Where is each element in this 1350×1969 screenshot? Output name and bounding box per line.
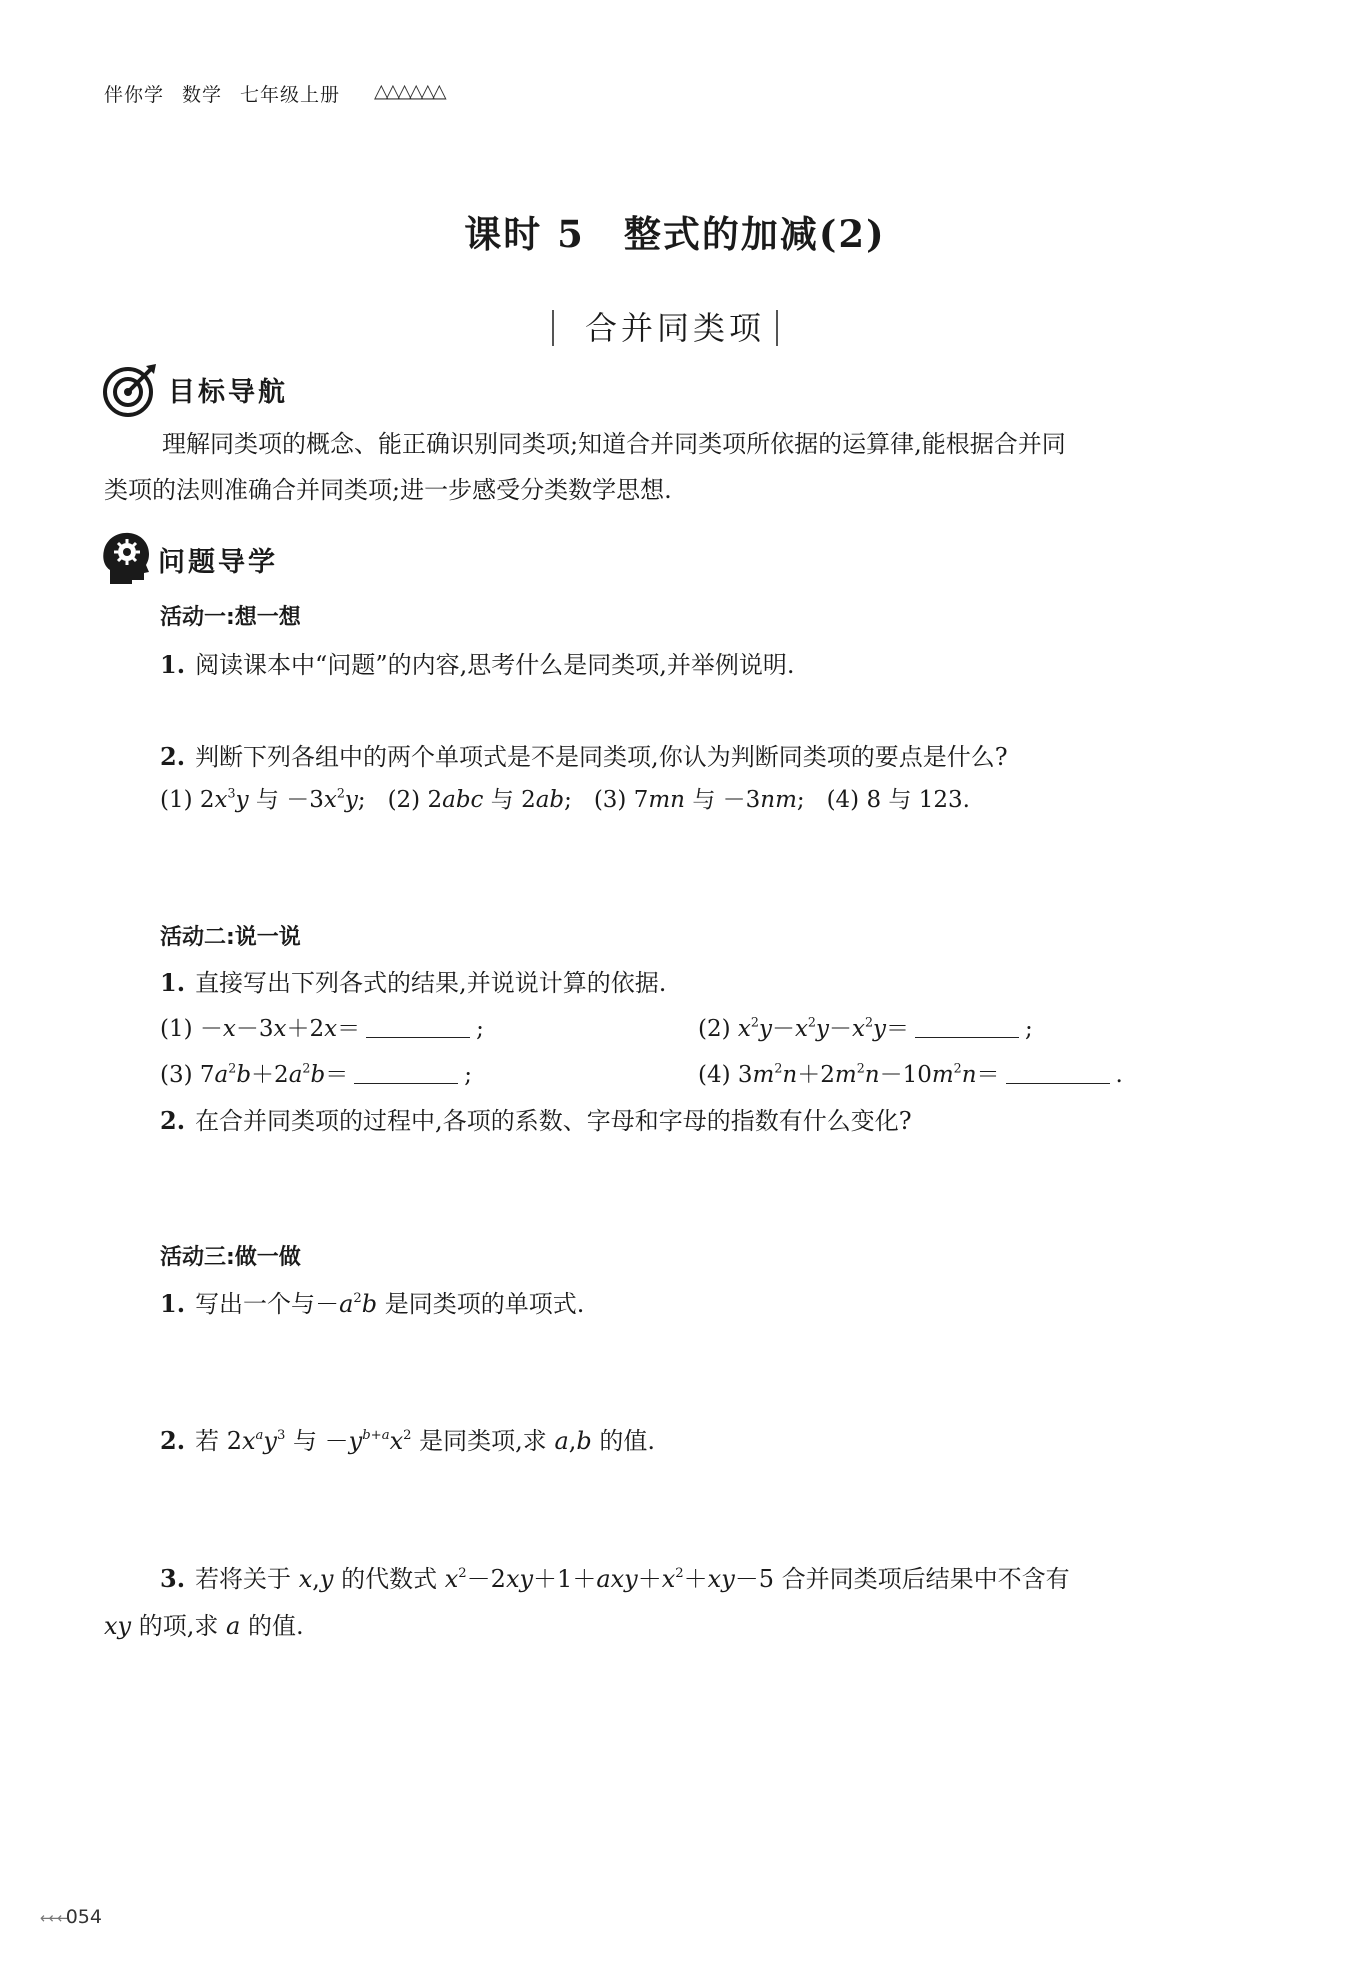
math-expression: $-3x^2y$; [286,785,366,813]
answer-blank[interactable] [366,1015,470,1038]
item-label: (3) [593,787,627,813]
question-number: 2. [160,1106,186,1135]
question-text: 是同类项,求 [419,1427,547,1455]
question-text: 的值. [247,1612,304,1640]
head-gear-icon [102,530,152,586]
activity2-question1 [160,963,666,998]
question-number: 1. [160,1289,186,1318]
calc-item-3: (3) $7a^2b+2a^2b=$ ; [160,1060,472,1088]
subtitle-right-bar [776,310,778,346]
activity3-question2: 2. 若 $2x^ay^3$ 与 $-y^{b+a}x^2$ 是同类项,求 a,b 的值. [160,1426,656,1455]
goal-text-line2: 类项的法则准确合并同类项;进一步感受分类数学思想. [104,476,672,504]
answer-blank[interactable] [1006,1061,1110,1084]
goal-heading: 目标导航 [168,377,288,408]
question-text: 的代数式 [341,1565,438,1593]
question-text: 的项,求 [138,1612,219,1640]
section-subtitle: 合并同类项 [584,309,765,347]
question-text: 若将关于 [195,1565,292,1593]
item-label: (2) [387,787,421,813]
answer-blank[interactable] [354,1061,458,1084]
guide-heading: 问题导学 [158,547,278,578]
math-expression: －3nm; [722,787,805,813]
activity3-question1 [160,1284,584,1319]
math-expression: $2x^ay^3$ [226,1427,286,1455]
math-expression: $-a^2b$ [315,1290,378,1318]
item-text: 8 与 123. [866,787,970,813]
calc-item-4: (4) $3m^2n+2m^2n-10m^2n=$ . [698,1060,1123,1088]
item-label: (1) [160,1016,193,1042]
book-header [104,80,340,107]
grade-name: 七年级上册 [240,84,341,106]
calc-item-1: (1) －x－3x＋2x＝ ; [160,1016,484,1042]
item-label: (1) [160,787,193,813]
goal-text-line1: 理解同类项的概念、能正确识别同类项;知道合并同类项所依据的运算律,能根据合并同 [162,430,1066,458]
arrow-left-icon: ←←← [40,1909,66,1927]
answer-blank[interactable] [915,1015,1019,1038]
math-expression: $x^2-2xy+1+axy+x^2+xy-5$ [444,1565,775,1593]
question-number: 1. [160,968,186,997]
question-text: 在合并同类项的过程中,各项的系数、字母和字母的指数有什么变化? [195,1107,912,1135]
activity3-title: 活动三:做一做 [160,1245,301,1270]
math-expression: $-y^{b+a}x^2$ [324,1427,412,1455]
activity2-question2 [160,1101,912,1136]
question-number: 1. [160,650,186,679]
connector-text: 与 [490,787,514,813]
connector-text: 与 [255,787,279,813]
math-expression: 2abc [427,787,484,813]
question-text: 写出一个与 [195,1290,316,1318]
math-expression: $2x^3y$ [199,785,249,813]
calc-item-2: (2) $x^2y-x^2y-x^2y=$ ; [698,1014,1033,1042]
question-number: 3. [160,1564,186,1593]
math-expression: 2ab; [521,787,572,813]
question-text: 与 [293,1427,317,1455]
activity2-title: 活动二:说一说 [160,925,301,950]
page-footer [40,1906,102,1928]
activity1-question1 [160,645,795,680]
item-label: (4) [698,1062,731,1088]
item-label: (3) [160,1062,193,1088]
connector-text: 与 [692,787,716,813]
activity1-question2 [160,737,1008,772]
page-title: 课时 5 整式的加减(2) [464,212,886,256]
activity1-title: 活动一:想一想 [160,605,301,630]
math-expression: 7mn [633,787,685,813]
question-text: 的值. [599,1427,656,1455]
question-text: 若 [195,1427,220,1455]
triangle-decoration: △△△△△△ [374,80,444,102]
target-icon [100,362,160,418]
activity3-question3-line2: xy 的项,求 a 的值. [104,1612,304,1640]
question-text: 判断下列各组中的两个单项式是不是同类项,你认为判断同类项的要点是什么? [195,743,1008,771]
item-label: (4) [826,787,860,813]
question-number: 2. [160,742,186,771]
question-number: 2. [160,1426,186,1455]
question-text: 合并同类项后结果中不含有 [781,1565,1070,1593]
page-number: 054 [65,1906,102,1928]
question-text: 阅读课本中“问题”的内容,思考什么是同类项,并举例说明. [195,651,795,679]
activity3-question3: 3. 若将关于 x,y 的代数式 $x^2-2xy+1+axy+x^2+xy-5$ 合并同类项后结果中不含有 [160,1564,1070,1593]
subject-name: 数学 [182,84,223,106]
question-text: 是同类项的单项式. [384,1290,585,1318]
item-label: (2) [698,1016,731,1042]
activity1-items [160,781,970,814]
book-name: 伴你学 [104,84,165,106]
question-text: 直接写出下列各式的结果,并说说计算的依据. [195,969,667,997]
